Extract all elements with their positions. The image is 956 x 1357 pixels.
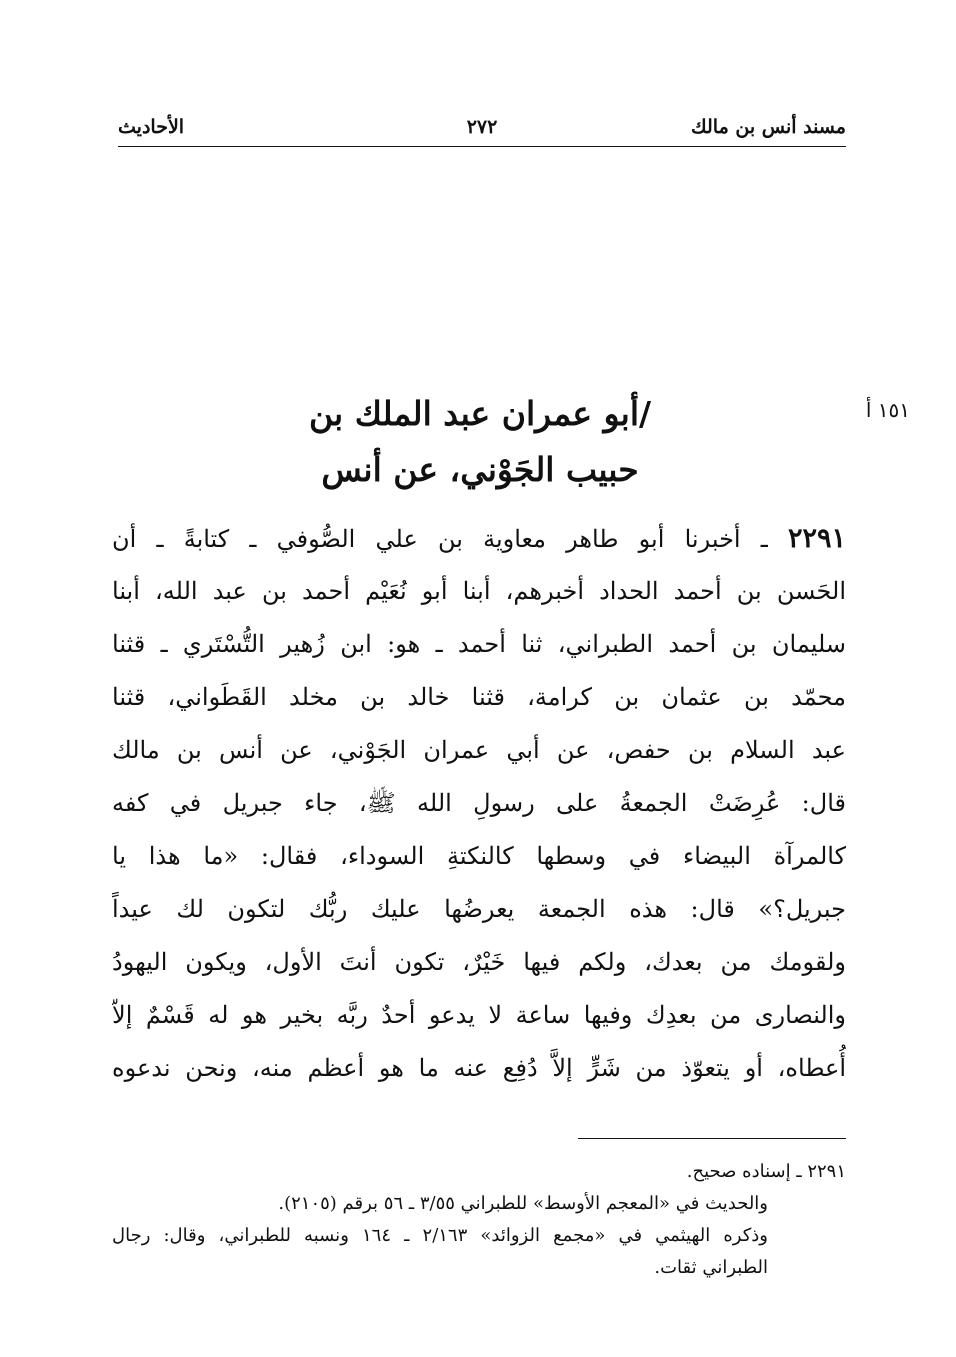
footnotes: [112, 1156, 846, 1284]
hadith-line: ولقومك من بعدك، ولكم فيها خَيْرٌ، تكون أنتَ الأول، ويكون اليهودُ: [112, 948, 846, 976]
chapter-heading: [180, 386, 780, 498]
section-title: الأحاديث: [118, 116, 185, 138]
chapter-heading-line-2: حبيب الجَوْني، عن أنس: [321, 450, 639, 489]
hadith-line: أُعطاه، أو يتعوّذ من شَرٍّ إلاَّ دُفِع عنه ما هو أعظم منه، ونحن ندعوه: [112, 1054, 846, 1082]
chapter-heading-line-1: /أبو عمران عبد الملك بن: [308, 394, 652, 433]
footnote-divider: [578, 1138, 846, 1139]
hadith-line: عبد السلام بن حفص، عن أبي عمران الجَوْني، عن أنس بن مالك: [112, 736, 846, 764]
footnote-line: والحديث في «المعجم الأوسط» للطبراني ٣/٥٥ ـ ٥٦ برقم (٢١٠٥).: [278, 1193, 768, 1214]
hadith-number: ٢٢٩١: [787, 523, 846, 554]
hadith-line: محمّد بن عثمان بن كرامة، قثنا خالد بن مخلد القَطَواني، قثنا: [112, 683, 846, 711]
hadith-line: جبريل؟» قال: هذه الجمعة يعرضُها عليك ربُّك لتكون لك عيداً: [112, 895, 846, 923]
hadith-line: سليمان بن أحمد الطبراني، ثنا أحمد ـ هو: ابن زُهير التُّسْتَري ـ قثنا: [112, 630, 846, 658]
hadith-line: ٢٢٩١ ـ أخبرنا أبو طاهر معاوية بن علي الصُّوفي ـ كتابةً ـ أن: [112, 523, 846, 554]
hadith-line: كالمرآة البيضاء في وسطها كالنكتةِ السوداء، فقال: «ما هذا يا: [112, 842, 846, 870]
page-number: ٢٧٢: [466, 116, 498, 138]
footnote-line: الطبراني ثقات.: [654, 1257, 768, 1278]
footnote-line: ٢٢٩١ ـ إسناده صحيح.: [686, 1161, 846, 1182]
hadith-text: [112, 512, 846, 1095]
running-header: [118, 116, 846, 147]
manuscript-folio-marker: ١٥١ أ: [865, 398, 910, 422]
book-title: مسند أنس بن مالك: [691, 116, 846, 138]
hadith-line: والنصارى من بعدِك وفيها ساعة لا يدعو أحدٌ ربَّه بخير هو له قَسْمٌ إلاّ: [112, 1001, 846, 1029]
hadith-line: الحَسن بن أحمد الحداد أخبرهم، أبنا أبو نُعَيْم أحمد بن عبد الله، أبنا: [112, 577, 846, 605]
hadith-line: قال: عُرِضَتْ الجمعةُ على رسولِ الله ﷺ، جاء جبريل في كفه: [112, 789, 846, 817]
footnote-line: وذكره الهيثمي في «مجمع الزوائد» ٢/١٦٣ ـ ١٦٤ ونسبه للطبراني، وقال: رجال: [112, 1225, 768, 1246]
